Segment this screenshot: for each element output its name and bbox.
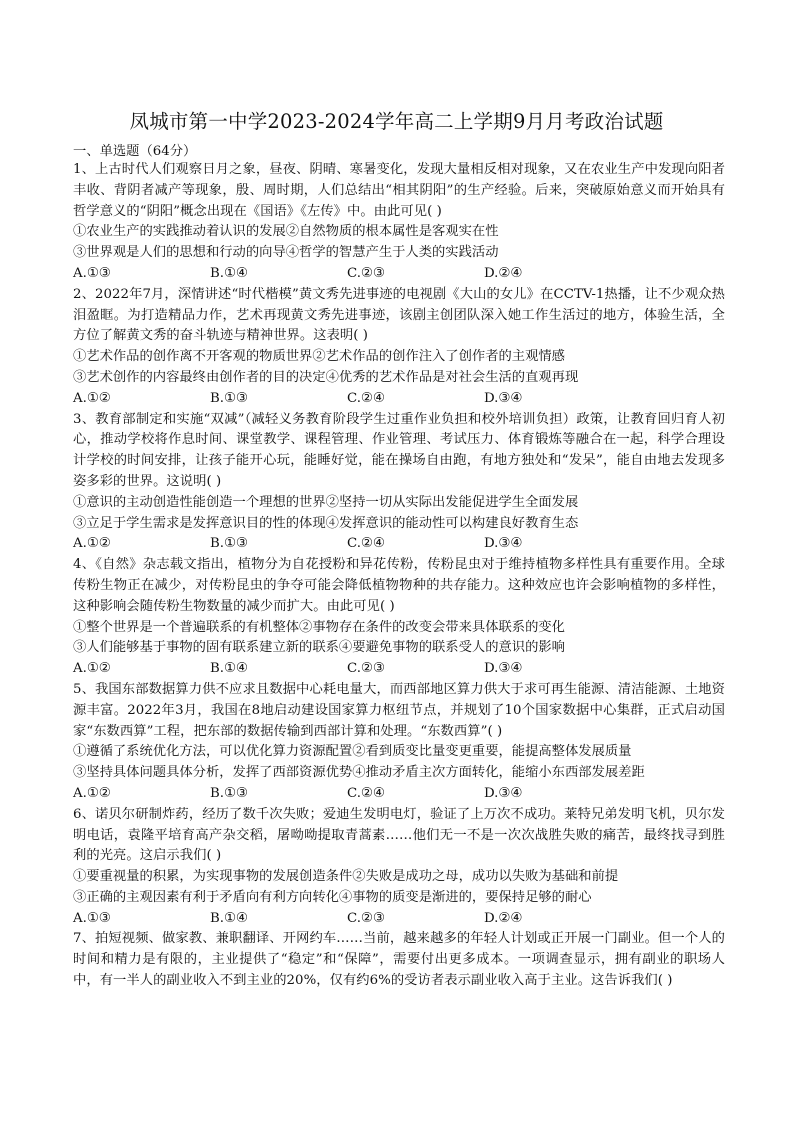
option-b[interactable]: B.①④ <box>210 661 248 677</box>
option-c[interactable]: C.②③ <box>347 265 385 281</box>
question-4 <box>73 555 725 680</box>
statement-line: ③正确的主观因素有利于矛盾向有利方向转化④事物的质变是渐进的，要保持足够的耐心 <box>73 889 592 905</box>
option-a[interactable]: A.①③ <box>73 910 111 926</box>
question-5 <box>73 680 725 805</box>
answer-options <box>73 909 725 930</box>
question-stem: 3、教育部制定和实施“双减”（减轻义务教育阶段学生过重作业负担和校外培训负担）政策，让教育回归育人初心，推动学校将作息时间、课堂教学、课程管理、作业管理、考试压力、体育锻炼等融合在一起，科学合理设计学校的时间安排，让孩子能开心玩，能睡好觉，能在操场自由跑，有地方独处和“发呆”，能自由地去发现多姿多彩的世界。这说明( ) <box>73 411 725 489</box>
answer-options <box>73 534 725 555</box>
statement-line: ③立足于学生需求是发挥意识目的性的体现④发挥意识的能动性可以构建良好教育生态 <box>73 515 579 531</box>
statement-line: ③世界观是人们的思想和行动的向导④哲学的智慧产生于人类的实践活动 <box>73 245 499 261</box>
question-list <box>73 160 725 992</box>
option-d[interactable]: D.②④ <box>484 910 523 926</box>
statement-line: ①意识的主动创造性能创造一个理想的世界②坚持一切从实际出发能促进学生全面发展 <box>73 494 579 510</box>
answer-options <box>73 659 725 680</box>
statement-line: ③坚持具体问题具体分析，发挥了西部资源优势④推动矛盾主次方面转化，能缩小东西部发展差距 <box>73 765 645 781</box>
option-b[interactable]: B.①④ <box>210 910 248 926</box>
question-stem: 5、我国东部数据算力供不应求且数据中心耗电量大，而西部地区算力供大于求可再生能源、清洁能源、土地资源丰富。2022年3月，我国在8地启动建设国家算力枢纽节点，并规划了10个国家数据中心集群，正式启动国家“东数西算”工程，把东部的数据传输到西部计算和处理。“东数西算”( ) <box>73 681 725 739</box>
question-stem: 4、《自然》杂志载文指出，植物分为自花授粉和异花传粉，传粉昆虫对于维持植物多样性具有重要作用。全球传粉生物正在减少，对传粉昆虫的争夺可能会降低植物物种的共存能力。这种效应也许会影响植物的多样性，这种影响会随传粉生物数量的减少而扩大。由此可见( ) <box>73 557 725 614</box>
option-d[interactable]: D.③④ <box>484 661 523 677</box>
question-6 <box>73 805 725 930</box>
answer-options <box>73 389 725 410</box>
statement-line: ①农业生产的实践推动着认识的发展②自然物质的根本属性是客观实在性 <box>73 224 499 240</box>
statement-line: ①艺术作品的创作离不开客观的物质世界②艺术作品的创作注入了创作者的主观情感 <box>73 349 565 365</box>
option-c[interactable]: C.②④ <box>347 536 385 552</box>
question-stem: 1、上古时代人们观察日月之象，昼夜、阴晴、寒暑变化，发现大量相反相对现象，又在农业生产中发现向阳者丰收、背阴者减产等现象，殷、周时期，人们总结出“相其阴阳”的生产经验。后来，突破原始意义而开始具有哲学意义的“阴阳”概念出现在《国语》《左传》中。由此可见( ) <box>73 162 725 219</box>
question-stem: 7、拍短视频、做家教、兼职翻译、开网约车……当前，越来越多的年轻人计划或正开展一门副业。但一个人的时间和精力是有限的，主业提供了“稳定”和“保障”，需要付出更多成本。一项调查显示，拥有副业的职场人中，有一半人的副业收入不到主业的20%，仅有约6%的受访者表示副业收入高于主业。这告诉我们( ) <box>73 931 725 989</box>
option-c[interactable]: C.②④ <box>347 390 385 406</box>
section-heading: 一、单选题（64分） <box>73 144 197 159</box>
statement-line: ③艺术创作的内容最终由创作者的目的决定④优秀的艺术作品是对社会生活的直观再现 <box>73 369 579 385</box>
option-b[interactable]: B.①③ <box>210 536 248 552</box>
option-a[interactable]: A.①② <box>73 785 111 801</box>
question-3 <box>73 410 725 556</box>
option-b[interactable]: B.①④ <box>210 265 248 281</box>
statement-line: ③人们能够基于事物的固有联系建立新的联系④要避免事物的联系受人的意识的影响 <box>73 640 565 656</box>
option-c[interactable]: C.②④ <box>347 785 385 801</box>
statement-line: ①要重视量的积累，为实现事物的发展创造条件②失败是成功之母，成功以失败为基础和前提 <box>73 869 619 885</box>
exam-title: 凤城市第一中学2023-2024学年高二上学期9月月考政治试题 <box>129 110 664 133</box>
answer-options <box>73 784 725 805</box>
option-d[interactable]: D.③④ <box>484 390 523 406</box>
option-d[interactable]: D.③④ <box>484 536 523 552</box>
question-1 <box>73 160 725 285</box>
option-b[interactable]: B.①③ <box>210 785 248 801</box>
option-a[interactable]: A.①② <box>73 390 111 406</box>
question-stem: 2、2022年7月，深情讲述“时代楷模”黄文秀先进事迹的电视剧《大山的女儿》在CCTV-1热播，让不少观众热泪盈眶。为打造精品力作，艺术再现黄文秀先进事迹，该剧主创团队深入她工作生活过的地方，体验生活，全方位了解黄文秀的奋斗轨迹与精神世界。这表明( ) <box>73 286 725 344</box>
option-a[interactable]: A.①② <box>73 536 111 552</box>
option-a[interactable]: A.①② <box>73 661 111 677</box>
option-c[interactable]: C.②③ <box>347 910 385 926</box>
question-2 <box>73 285 725 410</box>
question-stem: 6、诺贝尔研制炸药，经历了数千次失败；爱迪生发明电灯，验证了上万次不成功。莱特兄弟发明飞机，贝尔发明电话，袁隆平培育高产杂交稻，屠呦呦提取青蒿素……他们无一不是一次次战胜失败的痛苦，最终找寻到胜利的光亮。这启示我们( ) <box>73 806 725 864</box>
answer-options <box>73 264 725 285</box>
statement-line: ①整个世界是一个普遍联系的有机整体②事物存在条件的改变会带来具体联系的变化 <box>73 619 565 635</box>
statement-line: ①遵循了系统优化方法，可以优化算力资源配置②看到质变比量变更重要，能提高整体发展质量 <box>73 744 632 760</box>
option-a[interactable]: A.①③ <box>73 265 111 281</box>
question-7 <box>73 929 725 991</box>
option-b[interactable]: B.①③ <box>210 390 248 406</box>
option-d[interactable]: D.③④ <box>484 785 523 801</box>
option-d[interactable]: D.②④ <box>484 265 523 281</box>
option-c[interactable]: C.②③ <box>347 661 385 677</box>
